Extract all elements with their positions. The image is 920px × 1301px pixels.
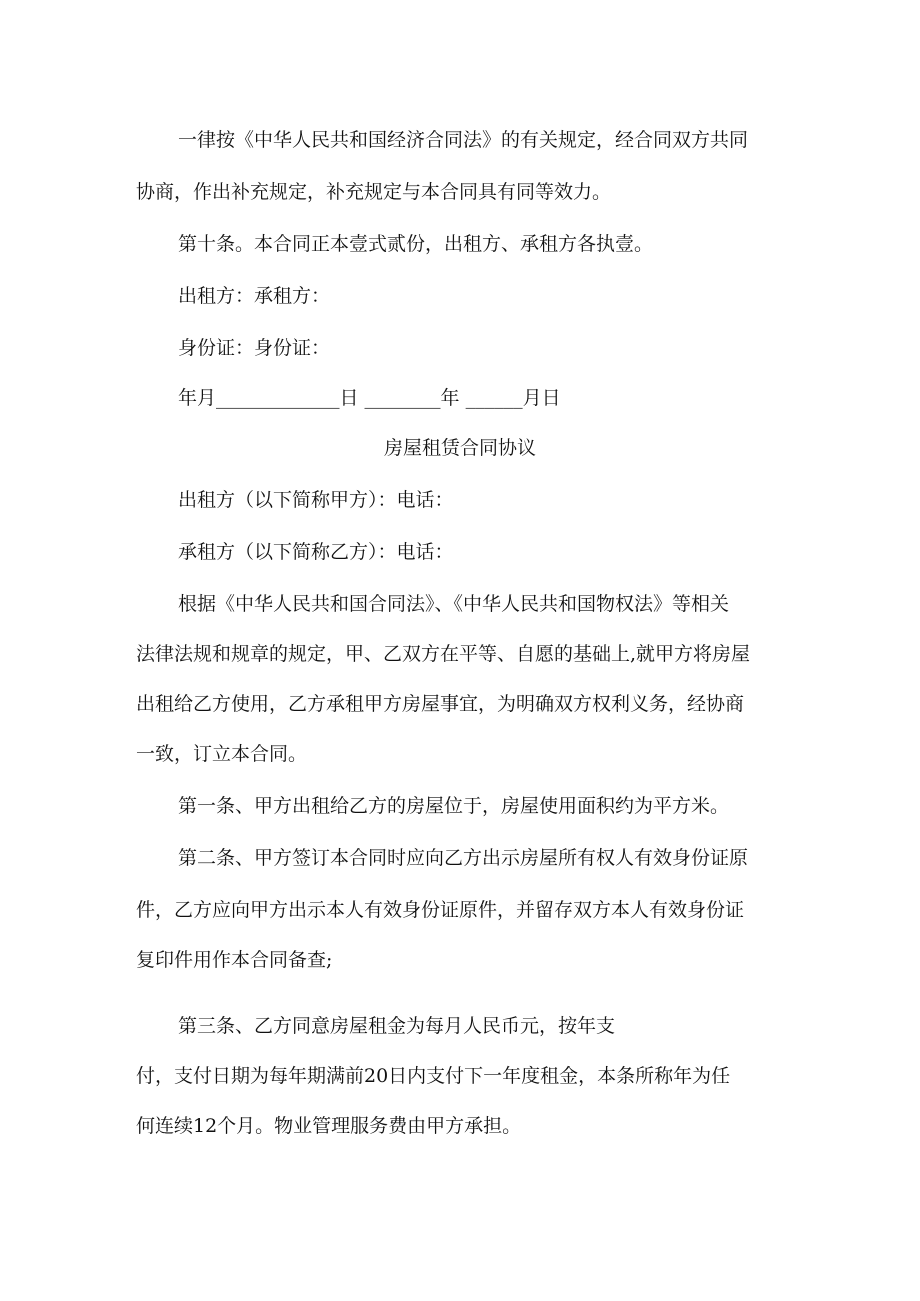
lessee-line: 承租方（以下简称乙方）：电话： <box>178 541 454 563</box>
clause-2: 第二条、甲方签订本合同时应向乙方出示房屋所有权人有效身份证原 <box>178 847 749 869</box>
text-line: 一律按《中华人民共和国经济合同法》的有关规定，经合同双方共同 <box>178 129 749 151</box>
clause-2: 件，乙方应向甲方出示本人有效身份证原件，并留存双方本人有效身份证 <box>136 899 745 921</box>
preamble-line: 出租给乙方使用，乙方承租甲方房屋事宜，为明确双方权利义务，经协商 <box>136 693 745 715</box>
preamble-line: 法律法规和规章的规定，甲、乙双方在平等、自愿的基础上,就甲方将房屋 <box>136 643 751 665</box>
date-line: 年月_____________日 ________年 ______月日 <box>178 387 561 409</box>
id-card-line: 身份证：身份证： <box>178 337 331 359</box>
signature-parties: 出租方：承租方： <box>178 285 331 307</box>
clause-10: 第十条。本合同正本壹式贰份，出租方、承租方各执壹。 <box>178 233 654 255</box>
document-title: 房屋租赁合同协议 <box>383 437 536 459</box>
preamble-line: 根据《中华人民共和国合同法》、《中华人民共和国物权法》等相关 <box>178 593 730 615</box>
clause-1: 第一条、甲方出租给乙方的房屋位于，房屋使用面积约为平方米。 <box>178 795 730 817</box>
clause-3: 第三条、乙方同意房屋租金为每月人民币元，按年支 <box>178 1015 616 1037</box>
clause-3: 付，支付日期为每年期满前20日内支付下一年度租金，本条所称年为任 <box>136 1065 731 1087</box>
clause-3: 何连续12个月。物业管理服务费由甲方承担。 <box>136 1115 522 1137</box>
preamble-line: 一致，订立本合同。 <box>136 743 308 765</box>
text-line: 协商，作出补充规定，补充规定与本合同具有同等效力。 <box>136 181 612 203</box>
clause-2: 复印件用作本合同备查; <box>136 949 333 971</box>
lessor-line: 出租方（以下简称甲方）：电话： <box>178 489 454 511</box>
